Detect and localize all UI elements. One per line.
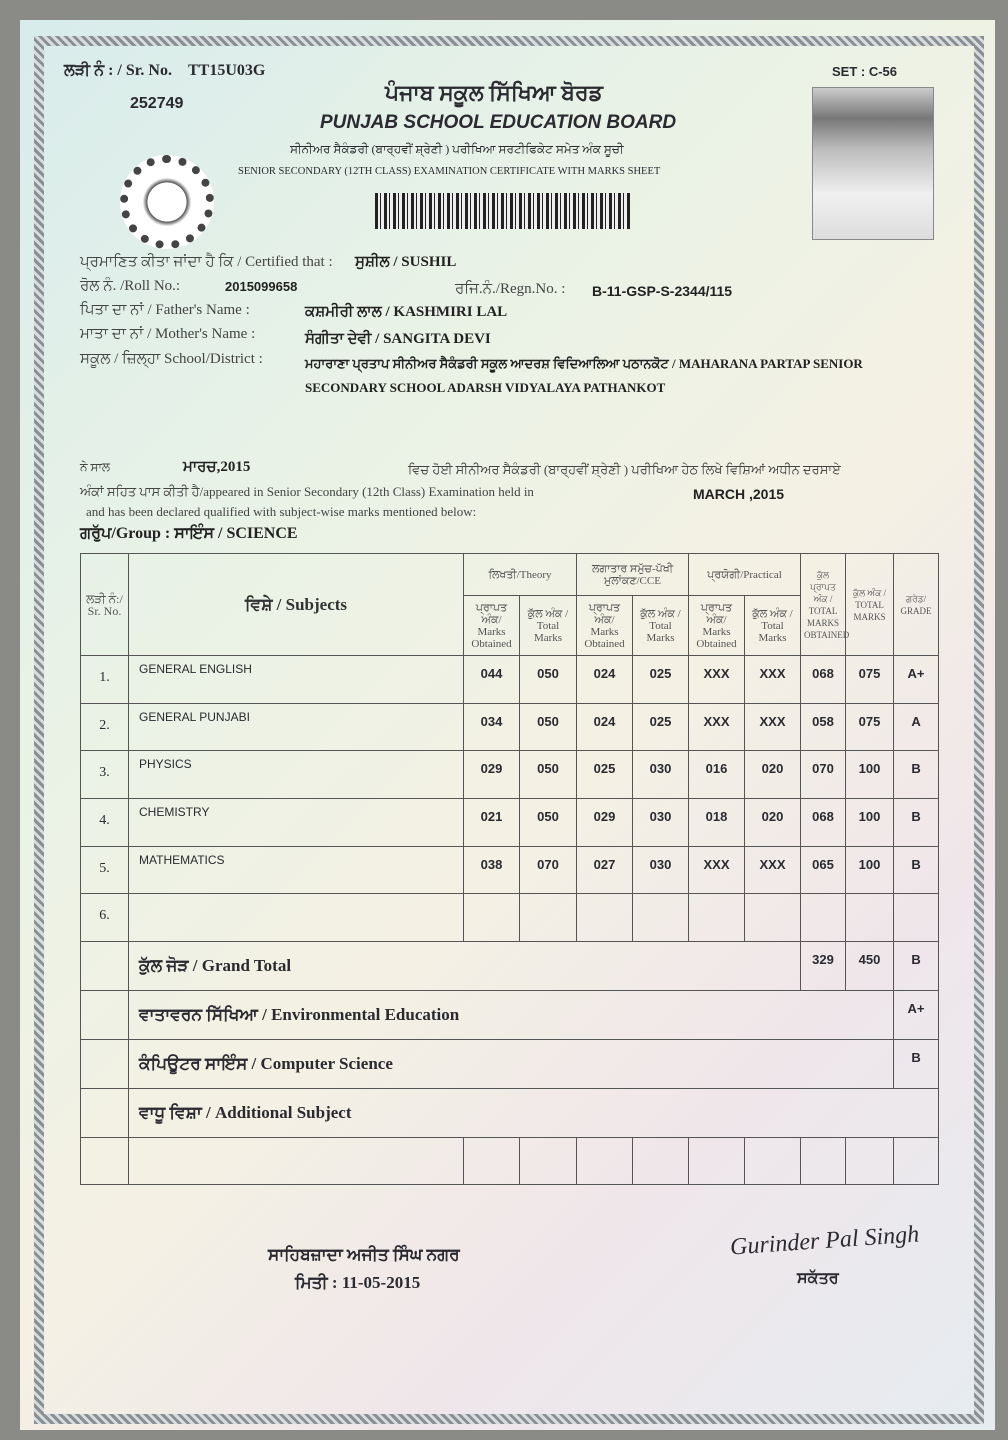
- sr-number: 4.: [81, 799, 129, 847]
- marks-cell: [520, 894, 577, 942]
- marks-cell: 030: [633, 847, 689, 894]
- marks-cell: 075: [846, 656, 894, 704]
- marks-cell: 025: [577, 751, 633, 799]
- grand-total-row: [81, 942, 939, 991]
- issue-place: ਸਾਹਿਬਜ਼ਾਦਾ ਅਜੀਤ ਸਿੰਘ ਨਗਰ: [268, 1245, 460, 1264]
- mother-name: ਸੰਗੀਤਾ ਦੇਵੀ / SANGITA DEVI: [305, 331, 491, 347]
- grand-total-obtained: 329: [801, 942, 846, 991]
- header-total: ਕੁੱਲ ਅੰਕ / Total Marks: [520, 596, 577, 656]
- marks-cell: 075: [846, 704, 894, 751]
- marks-cell: 100: [846, 751, 894, 799]
- subject-row: [81, 751, 939, 799]
- marks-cell: 030: [633, 751, 689, 799]
- marks-cell: 050: [520, 704, 577, 751]
- school-line-1: ਮਹਾਰਾਣਾ ਪ੍ਰਤਾਪ ਸੀਨੀਅਰ ਸੈਕੰਡਰੀ ਸਕੂਲ ਆਦਰਸ਼ ਵਿਦਿਆਲਿਆ ਪਠਾਨਕੋਟ / MAHARANA PARTAP SENIOR: [305, 356, 863, 371]
- mother-label: ਮਾਤਾ ਦਾ ਨਾਂ / Mother's Name :: [80, 326, 256, 342]
- qualified-text: and has been declared qualified with subject-wise marks mentioned below:: [86, 504, 477, 519]
- school-label: ਸਕੂਲ / ਜ਼ਿਲ੍ਹਾ School/District :: [80, 351, 263, 367]
- env-education-grade: A+: [894, 991, 939, 1040]
- subtitle-punjabi: ਸੀਨੀਅਰ ਸੈਕੰਡਰੀ (ਬਾਰ੍ਹਵੀਂ ਸ਼੍ਰੇਣੀ ) ਪਰੀਖਿਆ ਸਰਟੀਫਿਕੇਟ ਸਮੇਤ ਅੰਕ ਸੂਚੀ: [290, 142, 624, 156]
- marks-cell: 025: [633, 704, 689, 751]
- issue-date: ਮਿਤੀ : 11-05-2015: [295, 1273, 421, 1292]
- marks-cell: B: [894, 847, 939, 894]
- subject-name: CHEMISTRY: [129, 799, 464, 847]
- marks-cell: [745, 894, 801, 942]
- marks-cell: 030: [633, 799, 689, 847]
- exam-text: ਅੰਕਾਂ ਸਹਿਤ ਪਾਸ ਕੀਤੀ ਹੈ/appeared in Senior Secondary (12th Class) Examination held in: [80, 484, 534, 499]
- marks-cell: 018: [689, 799, 745, 847]
- marks-cell: 027: [577, 847, 633, 894]
- subject-name: GENERAL PUNJABI: [129, 704, 464, 751]
- marks-cell: XXX: [689, 704, 745, 751]
- marks-cell: [894, 894, 939, 942]
- regn-number: B-11-GSP-S-2344/115: [592, 283, 733, 299]
- subtitle: SENIOR SECONDARY (12TH CLASS) EXAMINATION CERTIFICATE WITH MARKS SHEET: [238, 166, 661, 177]
- header-total-obtained: ਕੁੱਲ ਪ੍ਰਾਪਤ ਅੰਕ / TOTAL MARKS OBTAINED: [801, 554, 846, 656]
- marks-cell: 100: [846, 847, 894, 894]
- header-cce: ਲਗਾਤਾਰ ਸਮੁੱਚ-ਪੱਖੀ ਮੁਲਾਂਕਣ/CCE: [577, 554, 689, 596]
- header-grade: ਗਰੇਡ/ GRADE: [894, 554, 939, 656]
- roll-number: 2015099658: [225, 279, 298, 294]
- header-obtained: ਪ੍ਰਾਪਤ ਅੰਕ/ Marks Obtained: [689, 596, 745, 656]
- father-name: ਕਸ਼ਮੀਰੀ ਲਾਲ / KASHMIRI LAL: [305, 304, 508, 320]
- subject-name: [129, 894, 464, 942]
- marks-cell: 058: [801, 704, 846, 751]
- certified-label: ਪ੍ਰਮਾਣਿਤ ਕੀਤਾ ਜਾਂਦਾ ਹੈ ਕਿ / Certified that :: [80, 254, 333, 270]
- marks-cell: 021: [464, 799, 520, 847]
- marks-cell: [633, 894, 689, 942]
- marks-cell: 050: [520, 656, 577, 704]
- school-line-2: SECONDARY SCHOOL ADARSH VIDYALAYA PATHANKOT: [305, 380, 666, 395]
- marks-cell: 050: [520, 751, 577, 799]
- marks-table: [80, 553, 939, 1185]
- subject-name: PHYSICS: [129, 751, 464, 799]
- marks-cell: 068: [801, 656, 846, 704]
- marks-cell: 070: [520, 847, 577, 894]
- subject-row: [81, 894, 939, 942]
- grand-total-label: ਕੁੱਲ ਜੋੜ / Grand Total: [129, 942, 801, 991]
- marks-cell: [846, 894, 894, 942]
- marks-cell: [689, 894, 745, 942]
- subject-row: [81, 847, 939, 894]
- sr-number: 1.: [81, 656, 129, 704]
- roll-label: ਰੋਲ ਨੰ. /Roll No.:: [80, 278, 181, 294]
- grand-total-max: 450: [846, 942, 894, 991]
- computer-science-label: ਕੰਪਿਊਟਰ ਸਾਇੰਸ / Computer Science: [129, 1040, 894, 1089]
- marks-cell: 029: [577, 799, 633, 847]
- marks-cell: XXX: [689, 656, 745, 704]
- sr-number: 5.: [81, 847, 129, 894]
- secretary-designation: ਸਕੱਤਰ: [797, 1270, 839, 1287]
- marks-cell: 024: [577, 704, 633, 751]
- barcode: [375, 193, 630, 229]
- marks-cell: 034: [464, 704, 520, 751]
- sr-number: 6.: [81, 894, 129, 942]
- sr-label: ਲੜੀ ਨੰ : / Sr. No.: [64, 62, 172, 79]
- marks-cell: 044: [464, 656, 520, 704]
- board-seal-logo: [120, 155, 214, 249]
- marks-cell: B: [894, 799, 939, 847]
- header-subjects: ਵਿਸ਼ੇ / Subjects: [129, 554, 464, 656]
- marks-cell: XXX: [689, 847, 745, 894]
- board-name-punjabi: ਪੰਜਾਬ ਸਕੂਲ ਸਿੱਖਿਆ ਬੋਰਡ: [385, 80, 603, 105]
- secretary-signature: Gurinder Pal Singh: [729, 1221, 920, 1261]
- grand-total-grade: B: [894, 942, 939, 991]
- header-practical: ਪ੍ਰਯੋਗੀ/Practical: [689, 554, 801, 596]
- group: ਗਰੁੱਪ/Group : ਸਾਇੰਸ / SCIENCE: [80, 525, 298, 542]
- exam-text-punjabi: ਵਿਚ ਹੋਈ ਸੀਨੀਅਰ ਸੈਕੰਡਰੀ (ਬਾਰ੍ਹਵੀਂ ਸ਼੍ਰੇਣੀ ) ਪਰੀਖਿਆ ਹੇਠ ਲਿਖੇ ਵਿਸ਼ਿਆਂ ਅਧੀਨ ਦਰਸਾਏ: [408, 462, 841, 477]
- marks-cell: 025: [633, 656, 689, 704]
- marks-cell: 020: [745, 799, 801, 847]
- marks-cell: 065: [801, 847, 846, 894]
- subject-name: MATHEMATICS: [129, 847, 464, 894]
- marks-cell: 038: [464, 847, 520, 894]
- exam-month-punjabi: ਮਾਰਚ,2015: [183, 459, 251, 475]
- subject-row: [81, 704, 939, 751]
- marks-cell: 024: [577, 656, 633, 704]
- header-obtained: ਪ੍ਰਾਪਤ ਅੰਕ/ Marks Obtained: [577, 596, 633, 656]
- marks-cell: XXX: [745, 847, 801, 894]
- computer-science-grade: B: [894, 1040, 939, 1089]
- additional-subject-label: ਵਾਧੂ ਵਿਸ਼ਾ / Additional Subject: [129, 1089, 939, 1138]
- father-label: ਪਿਤਾ ਦਾ ਨਾਂ / Father's Name :: [80, 302, 250, 318]
- student-photo: [812, 87, 934, 240]
- header-total: ਕੁੱਲ ਅੰਕ / Total Marks: [745, 596, 801, 656]
- subject-row: [81, 656, 939, 704]
- marks-cell: 020: [745, 751, 801, 799]
- header-sr: ਲੜੀ ਨੰ:/ Sr. No.: [81, 554, 129, 656]
- sr-number: 3.: [81, 751, 129, 799]
- subject-name: GENERAL ENGLISH: [129, 656, 464, 704]
- marks-cell: XXX: [745, 656, 801, 704]
- sr-number: TT15U03G: [188, 62, 266, 79]
- header-total-marks: ਕੁੱਲ ਅੰਕ / TOTAL MARKS: [846, 554, 894, 656]
- marks-cell: [464, 894, 520, 942]
- exam-month: MARCH ,2015: [693, 486, 785, 502]
- regn-label: ਰਜਿ.ਨੰ./Regn.No. :: [455, 281, 566, 297]
- marks-cell: [801, 894, 846, 942]
- board-name: PUNJAB SCHOOL EDUCATION BOARD: [320, 112, 677, 133]
- env-education-label: ਵਾਤਾਵਰਨ ਸਿੱਖਿਆ / Environmental Education: [129, 991, 894, 1040]
- marks-cell: [577, 894, 633, 942]
- marks-cell: B: [894, 751, 939, 799]
- header-theory: ਲਿਖਤੀ/Theory: [464, 554, 577, 596]
- marks-cell: 016: [689, 751, 745, 799]
- serial-number: 252749: [130, 95, 184, 112]
- marks-cell: 100: [846, 799, 894, 847]
- marks-cell: A+: [894, 656, 939, 704]
- year-label: ਨੇ ਸਾਲ: [80, 460, 111, 474]
- student-name: ਸੁਸ਼ੀਲ / SUSHIL: [355, 254, 457, 270]
- marks-cell: A: [894, 704, 939, 751]
- marks-cell: 029: [464, 751, 520, 799]
- sr-number: 2.: [81, 704, 129, 751]
- marks-cell: 050: [520, 799, 577, 847]
- subject-row: [81, 799, 939, 847]
- header-obtained: ਪ੍ਰਾਪਤ ਅੰਕ/ Marks Obtained: [464, 596, 520, 656]
- header-total: ਕੁੱਲ ਅੰਕ / Total Marks: [633, 596, 689, 656]
- marks-cell: XXX: [745, 704, 801, 751]
- marks-cell: 068: [801, 799, 846, 847]
- set-code: SET : C-56: [832, 64, 898, 79]
- marks-cell: 070: [801, 751, 846, 799]
